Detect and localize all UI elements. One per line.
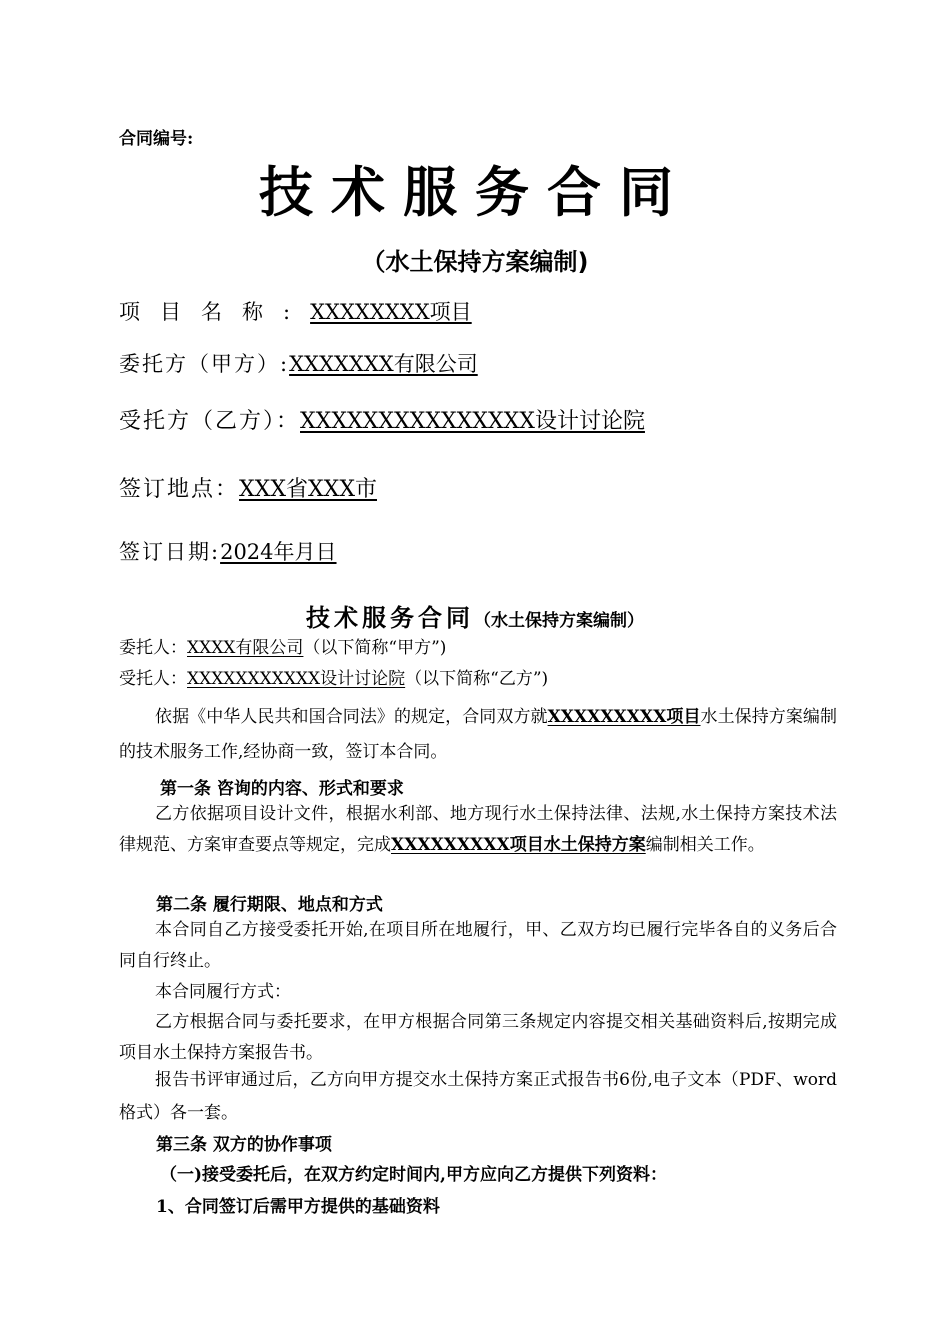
client-party-line [119, 633, 837, 664]
intro-text-b: 水土保持方案编制的技术服务工作,经协商一致，签订本合同。 [119, 707, 837, 762]
article-2-paragraph-3: 乙方根据合同与委托要求，在甲方根据合同第三条规定内容提交相关基础资料后,按期完成项目水土保持方案报告书。 [119, 1012, 837, 1063]
article-3-subheading: （一)接受委托后，在双方约定时间内,甲方应向乙方提供下列资料： [160, 1165, 667, 1185]
project-name-line [119, 296, 472, 326]
article-3-item-1: 1、合同签订后需甲方提供的基础资料 [156, 1197, 440, 1217]
signing-date-label: 签订日期: [119, 540, 221, 564]
client-line [119, 348, 478, 378]
contract-number-label: 合同编号: [119, 129, 194, 149]
contractor-party-label: 受托人： [119, 669, 187, 689]
client-value: XXXXXXX有限公司 [289, 352, 478, 376]
contractor-label: 受托方（乙方）： [119, 409, 301, 434]
contract-subtitle: （水土保持方案编制) [361, 248, 589, 276]
signing-date-line [119, 536, 337, 566]
contractor-line [119, 404, 645, 435]
signing-date-value: 2024年月日 [220, 540, 337, 564]
article-1-project: XXXXXXXXX项目水土保持方案 [391, 835, 646, 855]
article-2-paragraph-4: 报告书评审通过后，乙方向甲方提交水土保持方案正式报告书6份,电子文本（PDF、word格式）各一套。 [119, 1070, 837, 1123]
article-2-heading: 第二条 履行期限、地点和方式 [156, 895, 383, 915]
signing-place-value: XXX省XXX市 [239, 477, 377, 502]
article-2-paragraph-2: 本合同履行方式： [155, 982, 291, 1002]
article-1-paragraph [119, 799, 837, 861]
contractor-party-name: XXXXXXXXXXX设计讨论院 [187, 669, 406, 689]
article-2-paragraph-1: 本合同自乙方接受委托开始,在项目所在地履行，甲、乙双方均已履行完毕各自的义务后合同自行终止。 [119, 920, 837, 971]
client-party-suffix: （以下简称“甲方”) [303, 638, 447, 658]
client-party-label: 委托人： [119, 638, 187, 658]
intro-text-a: 依据《中华人民共和国合同法》的规定，合同双方就 [155, 707, 548, 727]
client-party-name: XXXX有限公司 [187, 638, 304, 658]
contract-title: 技术服务合同 [259, 161, 691, 224]
signing-place-line [119, 472, 377, 503]
contractor-value: XXXXXXXXXXXXXXX设计讨论院 [300, 409, 645, 434]
body-title-sub: （水土保持方案编制） [474, 611, 644, 631]
body-title [0, 598, 950, 633]
article-1-text-b: 编制相关工作。 [645, 835, 765, 855]
project-name-label: 项目名称: [119, 300, 311, 324]
article-3-heading: 第三条 双方的协作事项 [156, 1135, 332, 1155]
client-label: 委托方（甲方）: [119, 352, 290, 376]
contractor-party-suffix: （以下简称“乙方”) [405, 669, 549, 689]
project-name-value: XXXXXXXX项目 [310, 300, 472, 324]
body-title-main: 技术服务合同 [306, 604, 474, 632]
article-1-text-a: 乙方依据项目设计文件，根据水利部、地方现行水土保持法律、法规,水土保持方案技术法律规范、方案审查要点等规定，完成 [119, 804, 837, 855]
signing-place-label: 签订地点： [119, 477, 240, 502]
contractor-party-line [119, 664, 837, 695]
intro-project-name: XXXXXXXXX项目 [547, 707, 701, 727]
article-1-heading: 第一条 咨询的内容、形式和要求 [160, 779, 404, 799]
intro-paragraph [119, 700, 837, 770]
